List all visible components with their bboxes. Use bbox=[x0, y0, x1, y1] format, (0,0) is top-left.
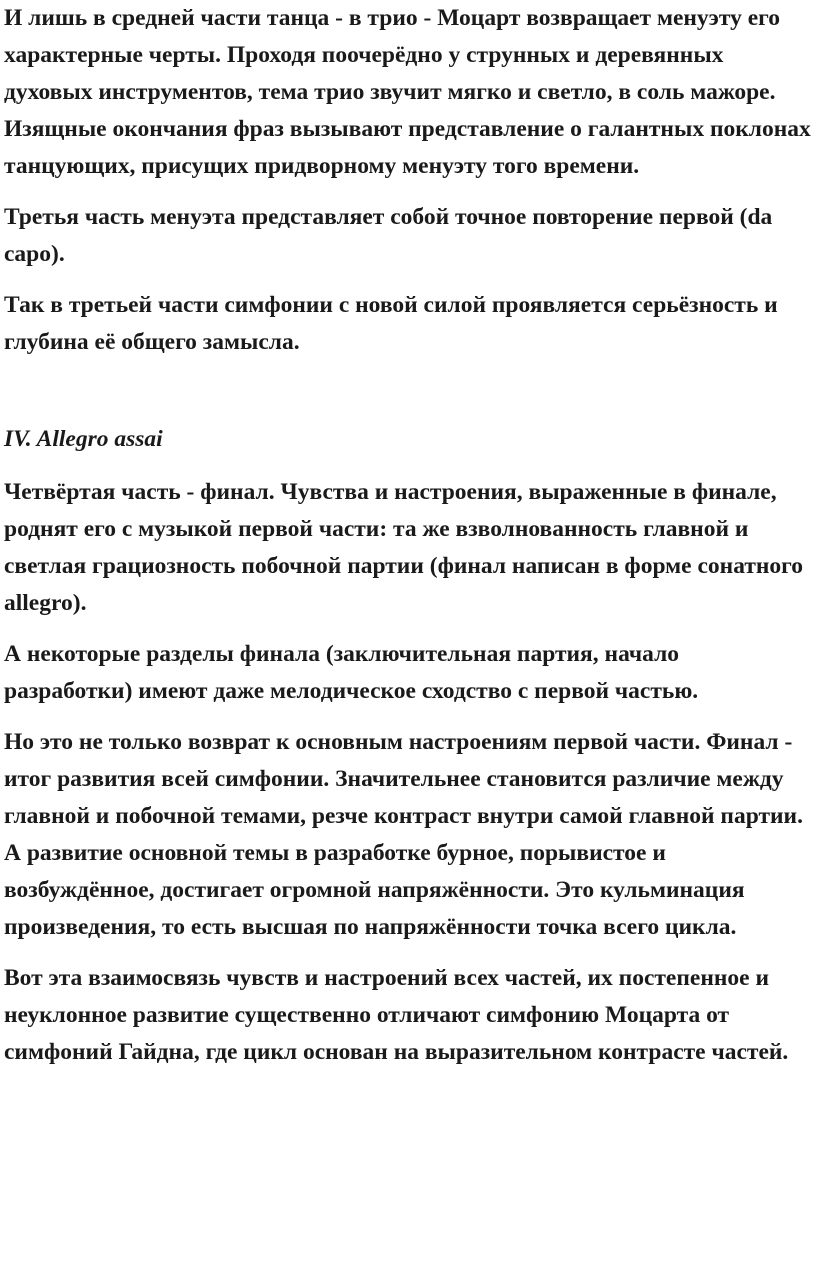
paragraph-finale-similarity: А некоторые разделы финала (заключительная партия, начало разработки) имеют даже мелодическое сходство с первой частью. bbox=[4, 641, 699, 704]
paragraph-finale-development: Но это не только возврат к основным настроениям первой части. Финал - итог развития всей симфонии. Значительнее становится различие между главной и побочной темами, резче контраст внутри самой главной партии. А развитие основной темы в разработке бурное, порывистое и возбуждённое, достигает огромной напряжённости. Это кульминация произведения, то есть высшая по напряжённости точка всего цикла. bbox=[4, 729, 803, 940]
paragraph-da-capo: Третья часть менуэта представляет собой точное повторение первой (da capo). bbox=[4, 204, 773, 267]
paragraph-third-movement-summary: Так в третьей части симфонии с новой силой проявляется серьёзность и глубина её общего замысла. bbox=[4, 292, 778, 355]
document-page bbox=[4, 0, 812, 1071]
paragraph-conclusion: Вот эта взаимосвязь чувств и настроений всех частей, их постепенное и неуклонное развитие существенно отличают симфонию Моцарта от симфоний Гайдна, где цикл основан на выразительном контрасте частей. bbox=[4, 965, 789, 1065]
paragraph-finale-intro: Четвёртая часть - финал. Чувства и настроения, выраженные в финале, роднят его с музыкой первой части: та же взволнованность главной и светлая грациозность побочной партии (финал написан в форме сонатного allegro). bbox=[4, 479, 803, 616]
section-heading-allegro-assai: IV. Allegro assai bbox=[4, 426, 163, 452]
paragraph-trio: И лишь в средней части танца - в трио - Моцарт возвращает менуэту его характерные черты. Проходя поочерёдно у струнных и деревянных духовых инструментов, тема трио звучит мягко и светло, в соль мажоре. Изящные окончания фраз вызывают представление о галантных поклонах танцующих, присущих придворному менуэту того времени. bbox=[4, 5, 811, 179]
